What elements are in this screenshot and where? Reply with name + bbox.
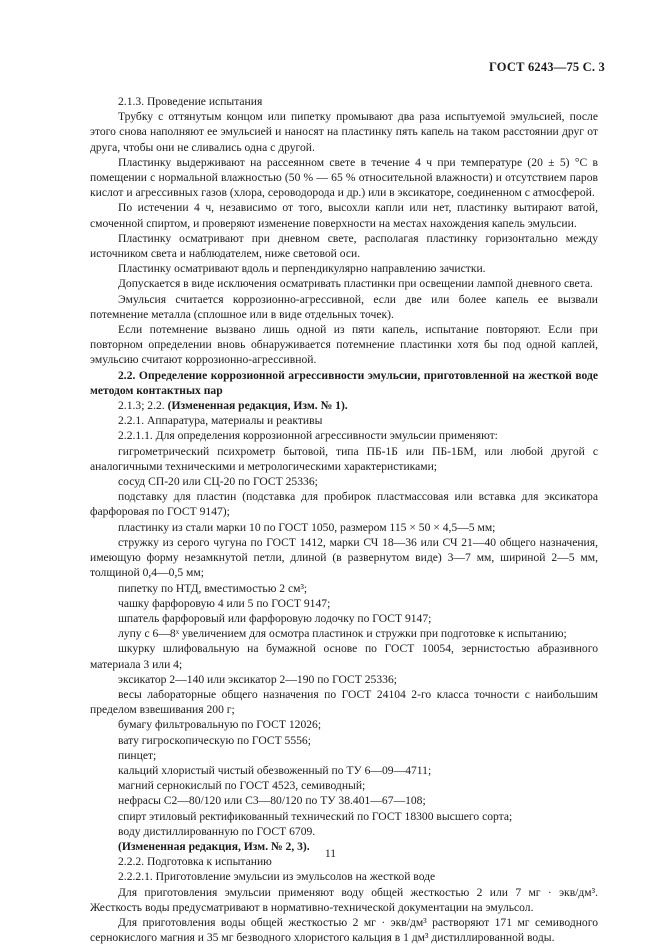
page-number: 11 [324, 847, 337, 860]
list-item: весы лабораторные общего назначения по ГОСТ 24104 2-го класса точности с наибольшим пределом взвешивания 200 г; [90, 687, 598, 717]
list-item: кальций хлористый чистый обезвоженный по ТУ 6—09—4711; [118, 763, 432, 777]
list-item: лупу с 6—8ˣ увеличением для осмотра пластинок и стружки при подготовке к испытанию; [118, 627, 567, 641]
amendment-note-1 [90, 398, 598, 413]
paragraph: Эмульсия считается коррозионно-агрессивной, если две или более капель ее вызвали потемнение металла (сплошное или в виде отдельных точек). [90, 292, 598, 321]
paragraph: Если потемнение вызвано лишь одной из пяти капель, испытание повторяют. Если при повторном определении вновь обнаруживается потемнение пластинки хотя бы под одной каплей, эмульсию считают коррозионно-агрессивной. [90, 323, 598, 367]
list-item: вату гигроскопическую по ГОСТ 5556; [118, 733, 311, 747]
section-heading-2-2-1: 2.2.1. Аппаратура, материалы и реактивы [118, 414, 323, 428]
list-item: пластинку из стали марки 10 по ГОСТ 1050, размером 115 × 50 × 4,5—5 мм; [118, 520, 496, 534]
section-heading-2-2: 2.2. Определение коррозионной агрессивности эмульсии, приготовленной на жесткой воде методом контактных пар [90, 368, 598, 397]
list-item: эксикатор 2—140 или эксикатор 2—190 по ГОСТ 25336; [118, 672, 397, 686]
section-heading-2-2-2-1: 2.2.2.1. Приготовление эмульсии из эмульсолов на жесткой воде [118, 870, 436, 884]
list-item: шпатель фарфоровый или фарфоровую лодочку по ГОСТ 9147; [118, 611, 432, 625]
list-item: нефрасы С2—80/120 или С3—80/120 по ТУ 38.401—67—108; [118, 794, 426, 808]
list-item: чашку фарфоровую 4 или 5 по ГОСТ 9147; [118, 596, 331, 610]
amendment-note-bold: (Измененная редакция, Изм. № 1). [167, 399, 348, 413]
list-item: гигрометрический психрометр бытовой, типа ПБ-1Б или ПБ-1БМ, или любой другой с аналогичными техническими и метрологическими характеристиками; [90, 444, 598, 473]
section-heading-2-2-2: 2.2.2. Подготовка к испытанию [118, 855, 272, 869]
paragraph: 2.2.1.1. Для определения коррозионной агрессивности эмульсии применяют: [118, 429, 498, 443]
paragraph: По истечении 4 ч, независимо от того, высохли капли или нет, пластинку вытирают ватой, смоченной спиртом, и проверяют изменение поверхности на местах нахождения капель эмульсии. [90, 201, 598, 230]
paragraph: Пластинку осматривают при дневном свете, располагая пластинку горизонтально между источником света и наблюдателем, ниже световой оси. [90, 231, 598, 261]
paragraph: Для приготовления воды общей жесткостью 2 мг · экв/дм³ растворяют 171 мг семиводного сернокислого магния и 35 мг безводного хлористого кальция в 1 дм³ дистиллированной воды. [90, 915, 598, 945]
list-item: бумагу фильтровальную по ГОСТ 12026; [118, 718, 322, 732]
paragraph: Трубку с оттянутым концом или пипетку промывают два раза испытуемой эмульсией, после этого снова наполняют ее эмульсией и наносят на пластинку пять капель на таком расстоянии друг от друга, чтобы они не сливались одна с другой. [90, 110, 598, 154]
list-item: подставку для пластин (подставка для пробирок пластмассовая или вставка для эксикатора фарфоровая по ГОСТ 9147); [90, 490, 598, 519]
section-heading-2-1-3: 2.1.3. Проведение испытания [118, 95, 263, 108]
list-item: пипетку по НТД, вместимостью 2 см³; [118, 581, 308, 595]
list-item: пинцет; [118, 748, 157, 762]
list-item: воду дистиллированную по ГОСТ 6709. [118, 824, 316, 838]
amendment-note-ref: 2.1.3; 2.2. [118, 399, 168, 413]
paragraph: Допускается в виде исключения осматривать пластинки при освещении лампой дневного света. [118, 277, 593, 291]
paragraph: Пластинку осматривают вдоль и перпендикулярно направлению зачистки. [118, 262, 486, 276]
list-item: шкурку шлифовальную на бумажной основе по ГОСТ 10054, зернистостью абразивного материала 3 или 4; [90, 642, 598, 671]
document-body [90, 94, 598, 945]
paragraph: Для приготовления эмульсии применяют воду общей жесткостью 2 или 7 мг · экв/дм³. Жесткость воды предусматривают в нормативно-технической документации на эмульсол. [90, 885, 598, 914]
amendment-note-2: (Измененная редакция, Изм. № 2, 3). [118, 839, 310, 853]
paragraph: Пластинку выдерживают на рассеянном свете в течение 4 ч при температуре (20 ± 5) °С в помещении с нормальной влажностью (50 % — 65 % относительной влажности) и отсутствием паров кислот и агрессивных газов (хлора, сероводорода и др.) или в эксикаторе, соединенном с атмосферой. [90, 155, 598, 200]
page-header: ГОСТ 6243—75 С. 3 [488, 60, 605, 74]
list-item: спирт этиловый ректификованный технический по ГОСТ 18300 высшего сорта; [118, 809, 513, 823]
list-item: стружку из серого чугуна по ГОСТ 1412, марки СЧ 18—36 или СЧ 21—40 общего назначения, имеющую форму незамкнутой петли, длиной (в развернутом виде) 3—7 мм, шириной 2—5 мм, толщиной 0,4—0,5 мм; [90, 535, 598, 580]
list-item: магний сернокислый по ГОСТ 4523, семиводный; [118, 779, 366, 793]
list-item: сосуд СП-20 или СЦ-20 по ГОСТ 25336; [118, 475, 318, 489]
